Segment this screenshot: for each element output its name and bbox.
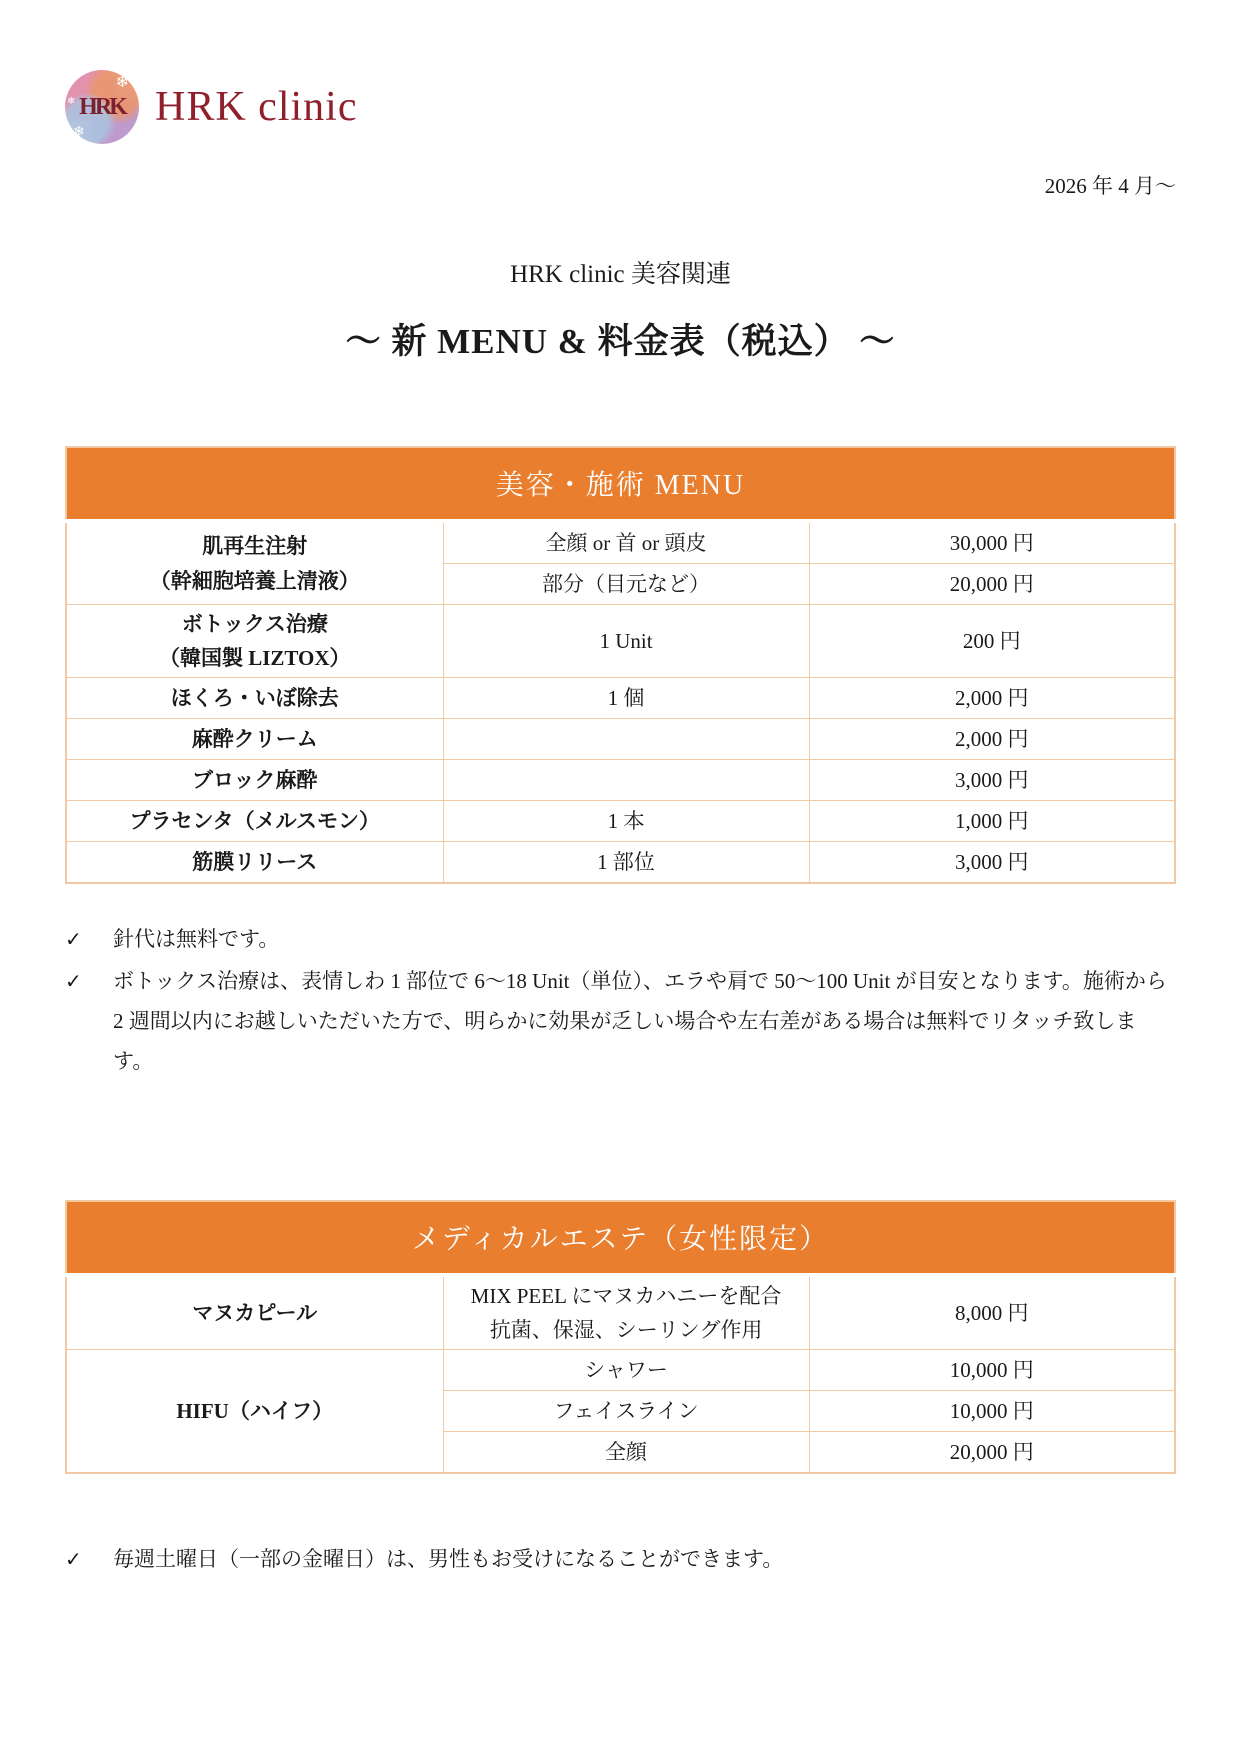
table-row <box>66 678 1175 719</box>
table-cell: 肌再生注射 （幹細胞培養上清液） <box>66 521 443 605</box>
table-cell: 1 個 <box>443 678 809 719</box>
table-cell: マヌカピール <box>66 1275 443 1350</box>
table-cell: 20,000 円 <box>809 564 1175 605</box>
notes-table1 <box>65 920 1176 1082</box>
page-title: HRK clinic 美容関連 <box>510 261 731 288</box>
table-title: メディカルエステ（女性限定） <box>66 1201 1175 1275</box>
table-cell: シャワー <box>443 1349 809 1390</box>
table-cell: プラセンタ（メルスモン） <box>66 801 443 842</box>
table-cell: 10,000 円 <box>809 1349 1175 1390</box>
table-cell: 3,000 円 <box>809 760 1175 801</box>
beauty-menu-table <box>65 446 1176 884</box>
table-row <box>66 719 1175 760</box>
table-cell: フェイスライン <box>443 1390 809 1431</box>
snowflake-icon: ❄ <box>67 96 76 107</box>
table-cell: 30,000 円 <box>809 521 1175 564</box>
note-text: 針代は無料です。 <box>113 927 280 952</box>
table-row <box>66 801 1175 842</box>
table-row <box>66 521 1175 564</box>
table-header-row <box>66 447 1175 521</box>
table-cell: 筋膜リリース <box>66 842 443 884</box>
table-cell: ボトックス治療 （韓国製 LIZTOX） <box>66 605 443 678</box>
logo-abbr: HRK <box>79 93 125 120</box>
table-header-row <box>66 1201 1175 1275</box>
table-cell: 1 Unit <box>443 605 809 678</box>
note-item <box>65 920 1176 960</box>
note-text: ボトックス治療は、表情しわ 1 部位で 6～18 Unit（単位）、エラや肩で 50～100 Unit が目安となります。施術から 2 週間以内にお越しいただいた方で、明らかに効果が乏しい場合や左右差がある場合は無料でリタッチ致します。 <box>113 968 1167 1073</box>
table-row <box>66 1349 1175 1390</box>
note-item <box>65 1540 1176 1580</box>
table-cell: 2,000 円 <box>809 719 1175 760</box>
note-text: 毎週土曜日（一部の金曜日）は、男性もお受けになることができます。 <box>113 1546 784 1571</box>
note-item <box>65 962 1176 1082</box>
table-cell: 1,000 円 <box>809 801 1175 842</box>
notes-table2 <box>65 1540 1176 1580</box>
page-subtitle: ～ 新 MENU & 料金表（税込） ～ <box>345 322 896 361</box>
table-cell: 全顔 or 首 or 頭皮 <box>443 521 809 564</box>
table-title: 美容・施術 MENU <box>66 447 1175 521</box>
table-cell: 10,000 円 <box>809 1390 1175 1431</box>
table-cell: 全顔 <box>443 1431 809 1473</box>
table-row <box>66 842 1175 884</box>
table-cell: MIX PEEL にマヌカハニーを配合 抗菌、保湿、シーリング作用 <box>443 1275 809 1350</box>
snowflake-icon: ❄ <box>115 74 129 91</box>
table-cell: 8,000 円 <box>809 1275 1175 1350</box>
table-cell: 2,000 円 <box>809 678 1175 719</box>
table-cell: ブロック麻酔 <box>66 760 443 801</box>
table-cell: 1 本 <box>443 801 809 842</box>
table-cell <box>443 760 809 801</box>
table-cell: HIFU（ハイフ） <box>66 1349 443 1473</box>
checkmark-icon: ✓ <box>65 1548 82 1571</box>
table-cell: 部分（目元など） <box>443 564 809 605</box>
medical-esthetic-table <box>65 1200 1176 1474</box>
table-row <box>66 605 1175 678</box>
table-row <box>66 1275 1175 1350</box>
table-cell: 20,000 円 <box>809 1431 1175 1473</box>
snowflake-icon: ❄ <box>73 125 85 140</box>
clinic-name: HRK clinic <box>155 84 358 130</box>
checkmark-icon: ✓ <box>65 929 82 952</box>
table-cell: 1 部位 <box>443 842 809 884</box>
checkmark-icon: ✓ <box>65 970 82 993</box>
effective-date: 2026 年 4 月～ <box>1044 174 1176 198</box>
table-cell: 3,000 円 <box>809 842 1175 884</box>
table-row <box>66 760 1175 801</box>
table-cell: ほくろ・いぼ除去 <box>66 678 443 719</box>
logo-watercolor-circle-icon <box>65 70 139 144</box>
table-cell: 麻酔クリーム <box>66 719 443 760</box>
clinic-logo <box>65 0 1176 144</box>
table-cell: 200 円 <box>809 605 1175 678</box>
table-cell <box>443 719 809 760</box>
